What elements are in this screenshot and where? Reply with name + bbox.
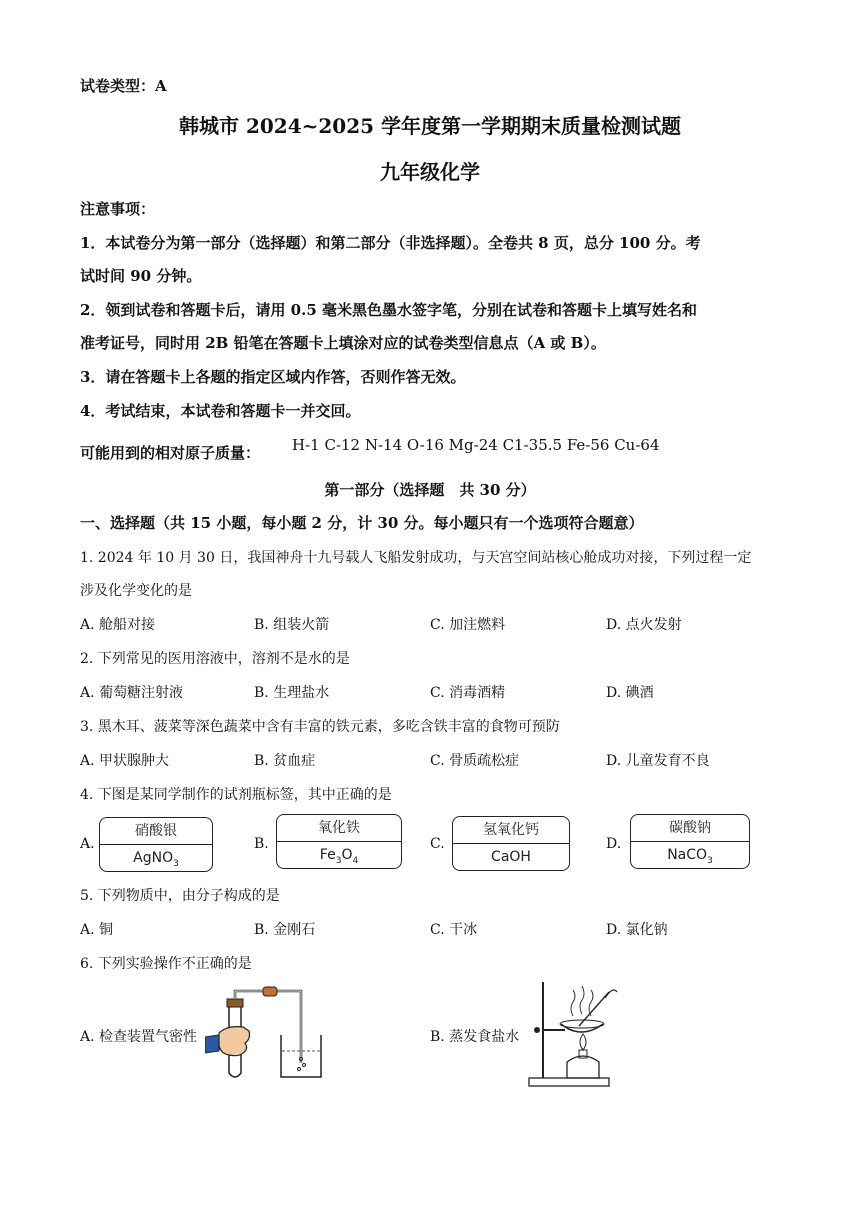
q2-option-b[interactable]: B. 生理盐水	[254, 685, 330, 701]
q5-option-b[interactable]: B. 金刚石	[254, 922, 316, 938]
q6-option-a[interactable]: A. 检查装置气密性	[80, 1029, 198, 1045]
reagent-label-b-formula: $Fe_3O_4$	[319, 847, 359, 866]
question-6-stem: 6. 下列实验操作不正确的是	[80, 956, 252, 972]
reagent-label-d-name: 碳酸钠	[631, 815, 749, 842]
q4-option-c[interactable]: C.	[430, 836, 445, 852]
question-3-stem: 3. 黑木耳、菠菜等深色蔬菜中含有丰富的铁元素，多吃含铁丰富的食物可预防	[80, 719, 560, 735]
reagent-label-d[interactable]	[630, 814, 750, 869]
exam-title: 韩城市 2024~2025 学年度第一学期期末质量检测试题	[178, 114, 681, 138]
question-2-stem: 2. 下列常见的医用溶液中，溶剂不是水的是	[80, 651, 350, 667]
notice-item-3: 3．请在答题卡上各题的指定区域内作答，否则作答无效。	[80, 368, 466, 386]
question-4-stem: 4. 下图是某同学制作的试剂瓶标签，其中正确的是	[80, 787, 392, 803]
q1-option-c[interactable]: C. 加注燃料	[430, 617, 506, 633]
reagent-label-b[interactable]	[276, 814, 402, 869]
part1-heading: 第一部分（选择题 共 30 分）	[324, 481, 536, 499]
notice-item-4: 4．考试结束，本试卷和答题卡一并交回。	[80, 402, 361, 420]
q2-option-c[interactable]: C. 消毒酒精	[430, 685, 506, 701]
notice-heading: 注意事项：	[80, 200, 156, 218]
notice-item-2-line-1: 2．领到试卷和答题卡后，请用 0.5 毫米黑色墨水签字笔，分别在试卷和答题卡上填写姓名和	[80, 301, 697, 319]
reagent-label-c-name: 氢氧化钙	[453, 817, 569, 844]
q1-option-b[interactable]: B. 组装火箭	[254, 617, 330, 633]
q3-option-d[interactable]: D. 儿童发育不良	[606, 753, 710, 769]
section-heading: 一、选择题（共 15 小题，每小题 2 分，计 30 分。每小题只有一个选项符合题意）	[80, 514, 644, 532]
reagent-label-b-name: 氧化铁	[277, 815, 401, 842]
q5-option-d[interactable]: D. 氯化钠	[606, 922, 668, 938]
q4-option-b[interactable]: B.	[254, 836, 269, 852]
reagent-label-c-formula: CaOH	[491, 849, 531, 865]
airtightness-check-illustration	[205, 985, 330, 1083]
q6-option-b[interactable]: B. 蒸发食盐水	[430, 1029, 520, 1045]
notice-item-2-line-2: 准考证号，同时用 2B 铅笔在答题卡上填涂对应的试卷类型信息点（A 或 B）。	[80, 334, 606, 352]
atomic-mass-label: 可能用到的相对原子质量：	[80, 444, 261, 462]
atomic-mass-values: H-1 C-12 N-14 O-16 Mg-24 C1-35.5 Fe-56 Cu-64	[292, 436, 660, 454]
q3-option-a[interactable]: A. 甲状腺肿大	[80, 753, 170, 769]
notice-item-1-line-2: 试时间 90 分钟。	[80, 267, 202, 285]
q4-option-a[interactable]: A.	[80, 836, 95, 852]
exam-subtitle: 九年级化学	[380, 160, 480, 184]
reagent-label-a-name: 硝酸银	[100, 818, 212, 845]
q1-option-d[interactable]: D. 点火发射	[606, 617, 682, 633]
reagent-label-d-formula: NaCO$_3$	[667, 847, 713, 866]
q3-option-c[interactable]: C. 骨质疏松症	[430, 753, 520, 769]
q5-option-c[interactable]: C. 干冰	[430, 922, 478, 938]
question-1-stem-line-1: 1. 2024 年 10 月 30 日，我国神舟十九号载人飞船发射成功，与天宫空间站核心舱成功对接，下列过程一定	[80, 550, 752, 566]
reagent-label-a-formula: AgNO$_3$	[133, 850, 179, 869]
question-1-stem-line-2: 涉及化学变化的是	[80, 583, 192, 599]
q2-option-a[interactable]: A. 葡萄糖注射液	[80, 685, 184, 701]
q2-option-d[interactable]: D. 碘酒	[606, 685, 654, 701]
notice-item-1-line-1: 1．本试卷分为第一部分（选择题）和第二部分（非选择题）。全卷共 8 页，总分 100 分。考	[80, 234, 701, 252]
reagent-label-c[interactable]	[452, 816, 570, 871]
q1-option-a[interactable]: A. 舱船对接	[80, 617, 156, 633]
reagent-label-a[interactable]	[99, 817, 213, 872]
evaporation-illustration	[525, 978, 625, 1090]
question-5-stem: 5. 下列物质中，由分子构成的是	[80, 888, 280, 904]
q3-option-b[interactable]: B. 贫血症	[254, 753, 316, 769]
q5-option-a[interactable]: A. 铜	[80, 922, 114, 938]
paper-type: 试卷类型：A	[80, 77, 167, 95]
q4-option-d[interactable]: D.	[606, 836, 622, 852]
